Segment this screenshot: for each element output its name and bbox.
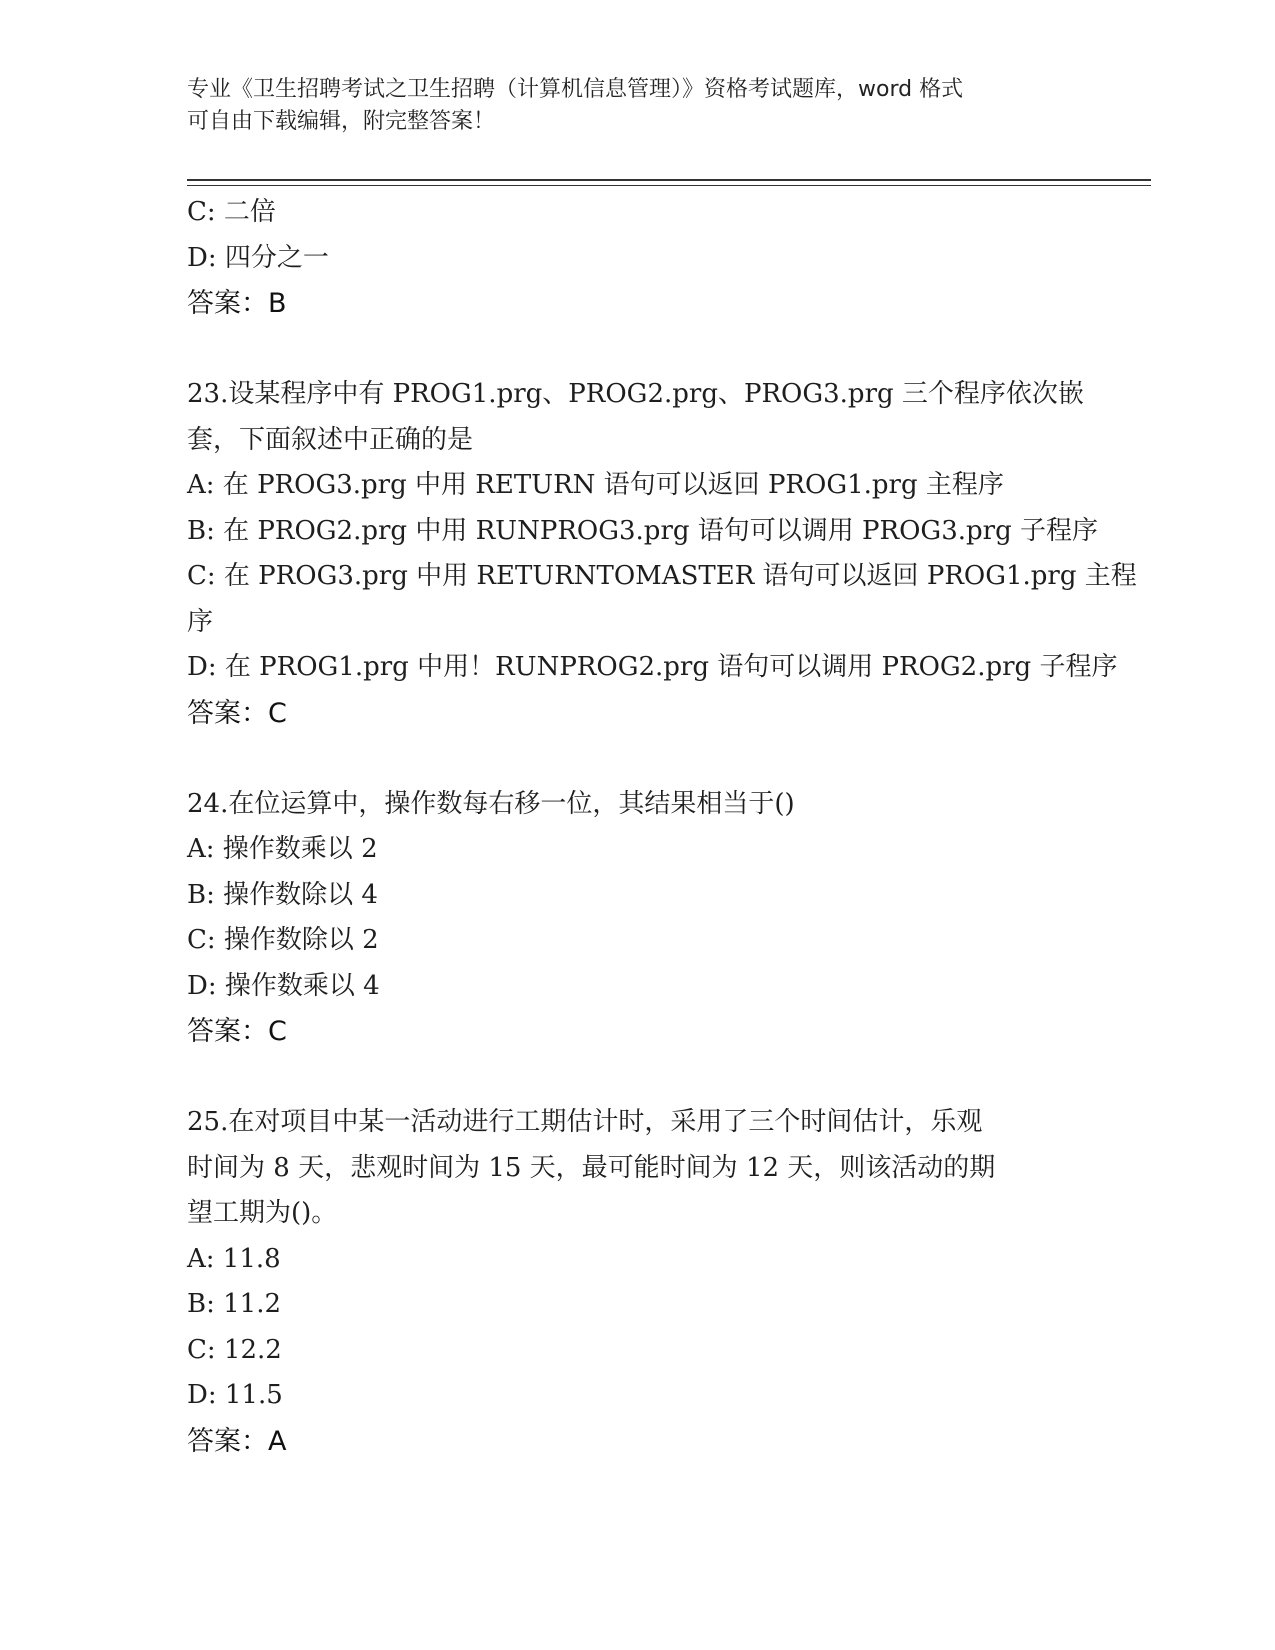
question-25 (187, 1100, 1087, 1464)
header-line-1: 专业《卫生招聘考试之卫生招聘（计算机信息管理）》资格考试题库，word 格式 (187, 77, 964, 102)
question-stem-cont: 时间为 8 天，悲观时间为 15 天，最可能时间为 12 天，则该活动的期 (187, 1152, 996, 1183)
option-b: B: 操作数除以 4 (187, 879, 378, 910)
option-c: C: 操作数除以 2 (187, 925, 379, 955)
header-divider-thin (187, 185, 1151, 186)
option-c: C: 在 PROG3.prg 中用 RETURNTOMASTER 语句可以返回 PROG1.prg 主程 (187, 561, 1137, 591)
option-a: A: 操作数乘以 2 (187, 834, 378, 864)
document-header (187, 74, 1077, 138)
question-stem-cont: 望工期为()。 (187, 1198, 338, 1228)
header-divider-thick (187, 179, 1151, 181)
question-list (187, 190, 1137, 1464)
question-stem-cont: 套，下面叙述中正确的是 (187, 424, 474, 455)
option-c: C: 二倍 (187, 197, 276, 227)
option-c: C: 12.2 (187, 1334, 282, 1365)
spacer (187, 327, 1087, 373)
option-a: A: 11.8 (187, 1243, 281, 1274)
option-b: B: 在 PROG2.prg 中用 RUNPROG3.prg 语句可以调用 PROG3.prg 子程序 (187, 515, 1098, 546)
option-d: D: 11.5 (187, 1380, 283, 1410)
answer-label: 答案：A (187, 1425, 287, 1457)
option-d: D: 操作数乘以 4 (187, 970, 380, 1001)
answer-label: 答案：B (187, 288, 287, 319)
question-22 (187, 190, 1087, 327)
option-d: D: 四分之一 (187, 242, 329, 273)
question-23 (187, 372, 1137, 736)
spacer (187, 736, 1087, 782)
answer-label: 答案：C (187, 697, 287, 729)
question-stem: 24.在位运算中，操作数每右移一位，其结果相当于() (187, 788, 795, 819)
option-b: B: 11.2 (187, 1289, 282, 1319)
question-24 (187, 782, 1087, 1055)
option-d: D: 在 PROG1.prg 中用！RUNPROG2.prg 语句可以调用 PROG2.prg 子程序 (187, 652, 1118, 682)
option-c-cont: 序 (187, 606, 214, 637)
header-line-2: 可自由下载编辑，附完整答案！ (187, 109, 496, 134)
question-stem: 23.设某程序中有 PROG1.prg、PROG2.prg、PROG3.prg 三个程序依次嵌 (187, 379, 1084, 409)
question-stem: 25.在对项目中某一活动进行工期估计时，采用了三个时间估计，乐观 (187, 1107, 983, 1137)
option-a: A: 在 PROG3.prg 中用 RETURN 语句可以返回 PROG1.prg 主程序 (187, 470, 1004, 500)
spacer (187, 1055, 1087, 1101)
answer-label: 答案：C (187, 1016, 287, 1047)
